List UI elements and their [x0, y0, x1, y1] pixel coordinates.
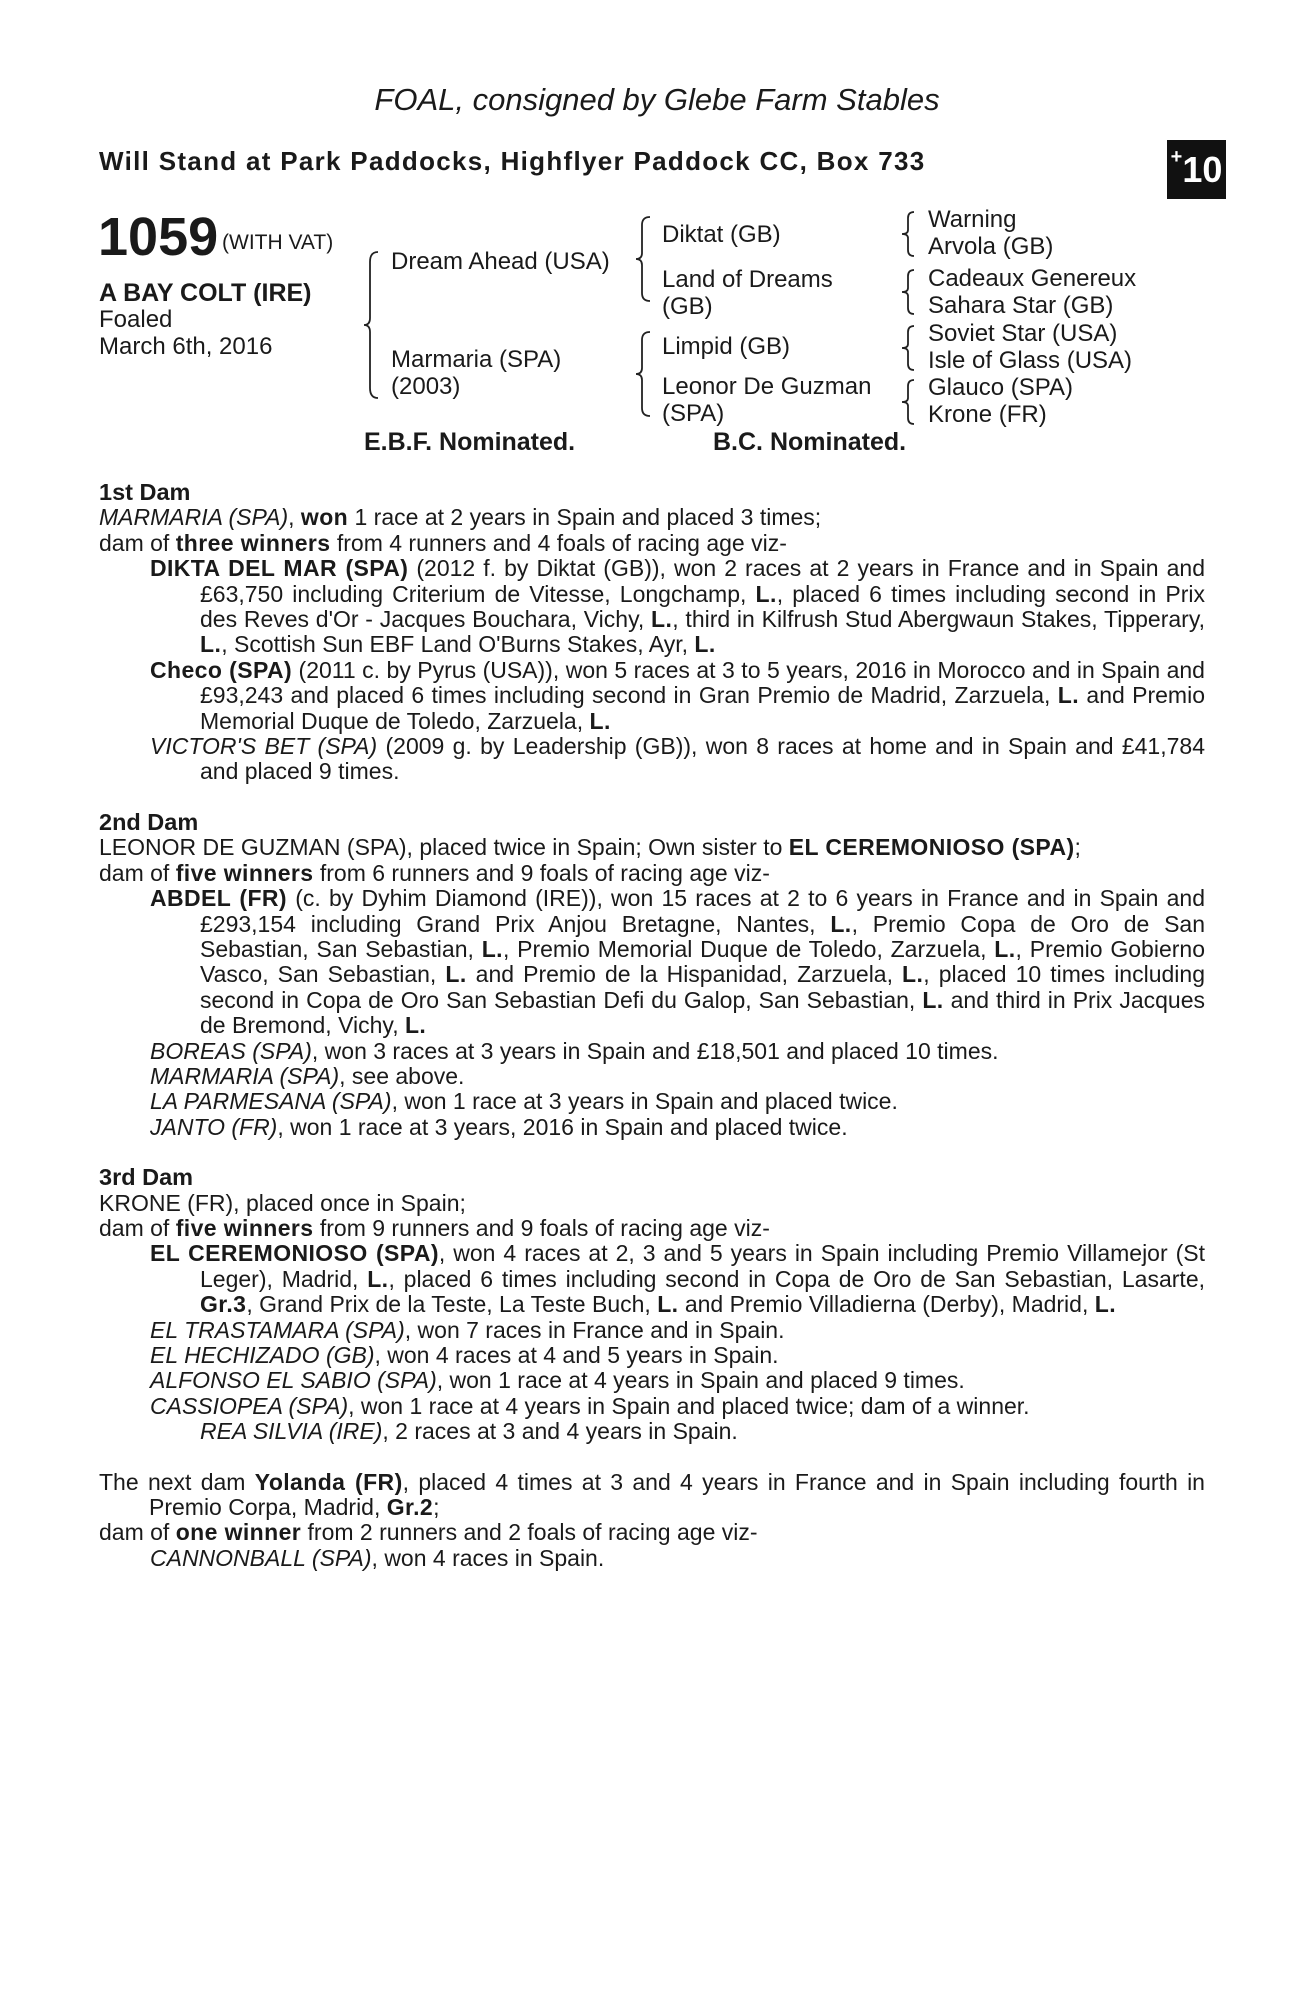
- pedigree-bracket-main: [364, 250, 384, 400]
- second-dam-heading: 2nd Dam: [99, 808, 199, 835]
- ped-sire-dam-line2: (GB): [662, 293, 713, 320]
- pedigree-bracket-dd: [902, 378, 918, 426]
- lot-badge: [1167, 140, 1226, 199]
- first-dam-runner: Checo (SPA) (2011 c. by Pyrus (USA)), won 5 races at 3 to 5 years, 2016 in Morocco and in Spain and £93,243 and placed 6 times including second in Gran Premio de Madrid, Zarzuela, L. and Premio Memorial Duque de Toledo, Zarzuela, L.: [150, 656, 1205, 734]
- stand-location: Will Stand at Park Paddocks, Highflyer Paddock CC, Box 733: [99, 146, 926, 176]
- ped-sdd: Sahara Star (GB): [928, 292, 1114, 319]
- ped-dam-dam-line1: Leonor De Guzman: [662, 373, 872, 400]
- ped-sss: Warning: [928, 206, 1017, 233]
- first-dam-heading: 1st Dam: [99, 479, 191, 505]
- first-dam-produce: dam of three winners from 4 runners and 4 foals of racing age viz-: [99, 529, 787, 556]
- second-dam-runner: MARMARIA (SPA), see above.: [150, 1062, 465, 1089]
- ped-dam-line2: (2003): [391, 373, 461, 400]
- second-dam-produce: dam of five winners from 6 runners and 9 foals of racing age viz-: [99, 859, 770, 886]
- ped-dam-dam-line2: (SPA): [662, 400, 725, 427]
- ped-sire-sire: Diktat (GB): [662, 221, 781, 248]
- ped-sire-dam-line1: Land of Dreams: [662, 266, 833, 293]
- consignment-line: FOAL, consigned by Glebe Farm Stables: [374, 82, 940, 117]
- next-dam-runner: CANNONBALL (SPA), won 4 races in Spain.: [150, 1544, 605, 1571]
- second-dam-intro: LEONOR DE GUZMAN (SPA), placed twice in Spain; Own sister to EL CEREMONIOSO (SPA);: [99, 834, 1081, 861]
- third-dam-runner: EL HECHIZADO (GB), won 4 races at 4 and 5 years in Spain.: [150, 1342, 779, 1368]
- ped-ddd: Krone (FR): [928, 401, 1047, 428]
- next-dam-intro: The next dam Yolanda (FR), placed 4 times at 3 and 4 years in France and in Spain including fourth in Premio Corpa, Madrid, Gr.2;: [99, 1468, 1205, 1521]
- third-dam-heading: 3rd Dam: [99, 1164, 194, 1191]
- ped-dam-sire: Limpid (GB): [662, 333, 791, 360]
- third-dam-runner: ALFONSO EL SABIO (SPA), won 1 race at 4 years in Spain and placed 9 times.: [150, 1367, 965, 1394]
- second-dam-runner: ABDEL (FR) (c. by Dyhim Diamond (IRE)), won 15 races at 2 to 6 years in France and in Spain and £293,154 including Grand Prix Anjou Bretagne, Nantes, L., Premio Copa de Oro de San Sebastian, San Sebastian, L., Premio Memorial Duque de Toledo, Zarzuela, L., Premio Gobierno Vasco, San Sebastian, L. and Premio de la Hispanidad, Zarzuela, L., placed 10 times including second in Copa de Oro San Sebastian Defi du Galop, San Sebastian, L. and third in Prix Jacques de Bremond, Vichy, L.: [150, 885, 1206, 1039]
- foaled-label: Foaled: [99, 306, 173, 333]
- lot-title: A BAY COLT (IRE): [99, 279, 312, 307]
- ped-sds: Cadeaux Genereux: [928, 265, 1137, 292]
- pedigree-bracket-dam: [636, 330, 656, 420]
- third-dam-produce: dam of five winners from 9 runners and 9 foals of racing age viz-: [99, 1214, 770, 1241]
- pedigree-bracket-ds: [902, 324, 918, 372]
- ped-dds: Glauco (SPA): [928, 374, 1073, 401]
- first-dam-intro: MARMARIA (SPA), won 1 race at 2 years in Spain and placed 3 times;: [99, 504, 822, 531]
- third-dam-intro: KRONE (FR), placed once in Spain;: [99, 1189, 466, 1216]
- ped-dam-dam: [662, 373, 871, 427]
- third-dam-runner: EL CEREMONIOSO (SPA), won 4 races at 2, 3 and 5 years in Spain including Premio Villamejor (St Leger), Madrid, L., placed 6 times including second in Copa de Oro de San Sebastian, Lasarte, Gr.3, Grand Prix de la Teste, La Teste Buch, L. and Premio Villadierna (Derby), Madrid, L.: [150, 1240, 1205, 1318]
- badge-number: 10: [1182, 149, 1223, 190]
- ped-ssd: Arvola (GB): [928, 233, 1054, 260]
- ped-dss: Soviet Star (USA): [928, 320, 1118, 347]
- lot-number: 1059: [98, 207, 219, 267]
- catalogue-body: [99, 480, 1205, 1571]
- third-dam-grandchild: REA SILVIA (IRE), 2 races at 3 and 4 years in Spain.: [200, 1418, 738, 1445]
- pedigree-bracket-sd: [902, 268, 918, 316]
- ped-sire: Dream Ahead (USA): [391, 248, 610, 275]
- second-dam-runner: LA PARMESANA (SPA), won 1 race at 3 years in Spain and placed twice.: [150, 1088, 898, 1115]
- ped-dam: [391, 346, 561, 400]
- pedigree-bracket-ss: [902, 210, 918, 258]
- first-dam-runner: VICTOR'S BET (SPA) (2009 g. by Leadership (GB)), won 8 races at home and in Spain and £41,784 and placed 9 times.: [150, 733, 1205, 785]
- ped-dsd: Isle of Glass (USA): [928, 347, 1133, 374]
- ped-sire-dam: [662, 266, 833, 320]
- vat-label: (WITH VAT): [222, 231, 334, 254]
- bc-nominated: B.C. Nominated.: [713, 428, 907, 456]
- badge-plus: +: [1170, 146, 1183, 168]
- first-dam-runner: DIKTA DEL MAR (SPA) (2012 f. by Diktat (GB)), won 2 races at 2 years in France and in Spain and £63,750 including Criterium de Vitesse, Longchamp, L., placed 6 times including second in Prix des Reves d'Or - Jacques Bouchara, Vichy, L., third in Kilfrush Stud Abergwaun Stakes, Tipperary, L., Scottish Sun EBF Land O'Burns Stakes, Ayr, L.: [150, 555, 1206, 658]
- pedigree-bracket-sire: [636, 215, 656, 305]
- foaled-info: [99, 306, 272, 360]
- second-dam-runner: JANTO (FR), won 1 race at 3 years, 2016 in Spain and placed twice.: [150, 1113, 848, 1140]
- third-dam-runner: CASSIOPEA (SPA), won 1 race at 4 years in Spain and placed twice; dam of a winner.: [150, 1392, 1030, 1419]
- third-dam-runner: EL TRASTAMARA (SPA), won 7 races in France and in Spain.: [150, 1316, 785, 1343]
- ped-dam-line1: Marmaria (SPA): [391, 346, 562, 373]
- second-dam-runner: BOREAS (SPA), won 3 races at 3 years in Spain and £18,501 and placed 10 times.: [150, 1037, 999, 1064]
- foaled-date: March 6th, 2016: [99, 333, 273, 360]
- ebf-nominated: E.B.F. Nominated.: [364, 428, 576, 456]
- next-dam-produce: dam of one winner from 2 runners and 2 foals of racing age viz-: [99, 1519, 758, 1546]
